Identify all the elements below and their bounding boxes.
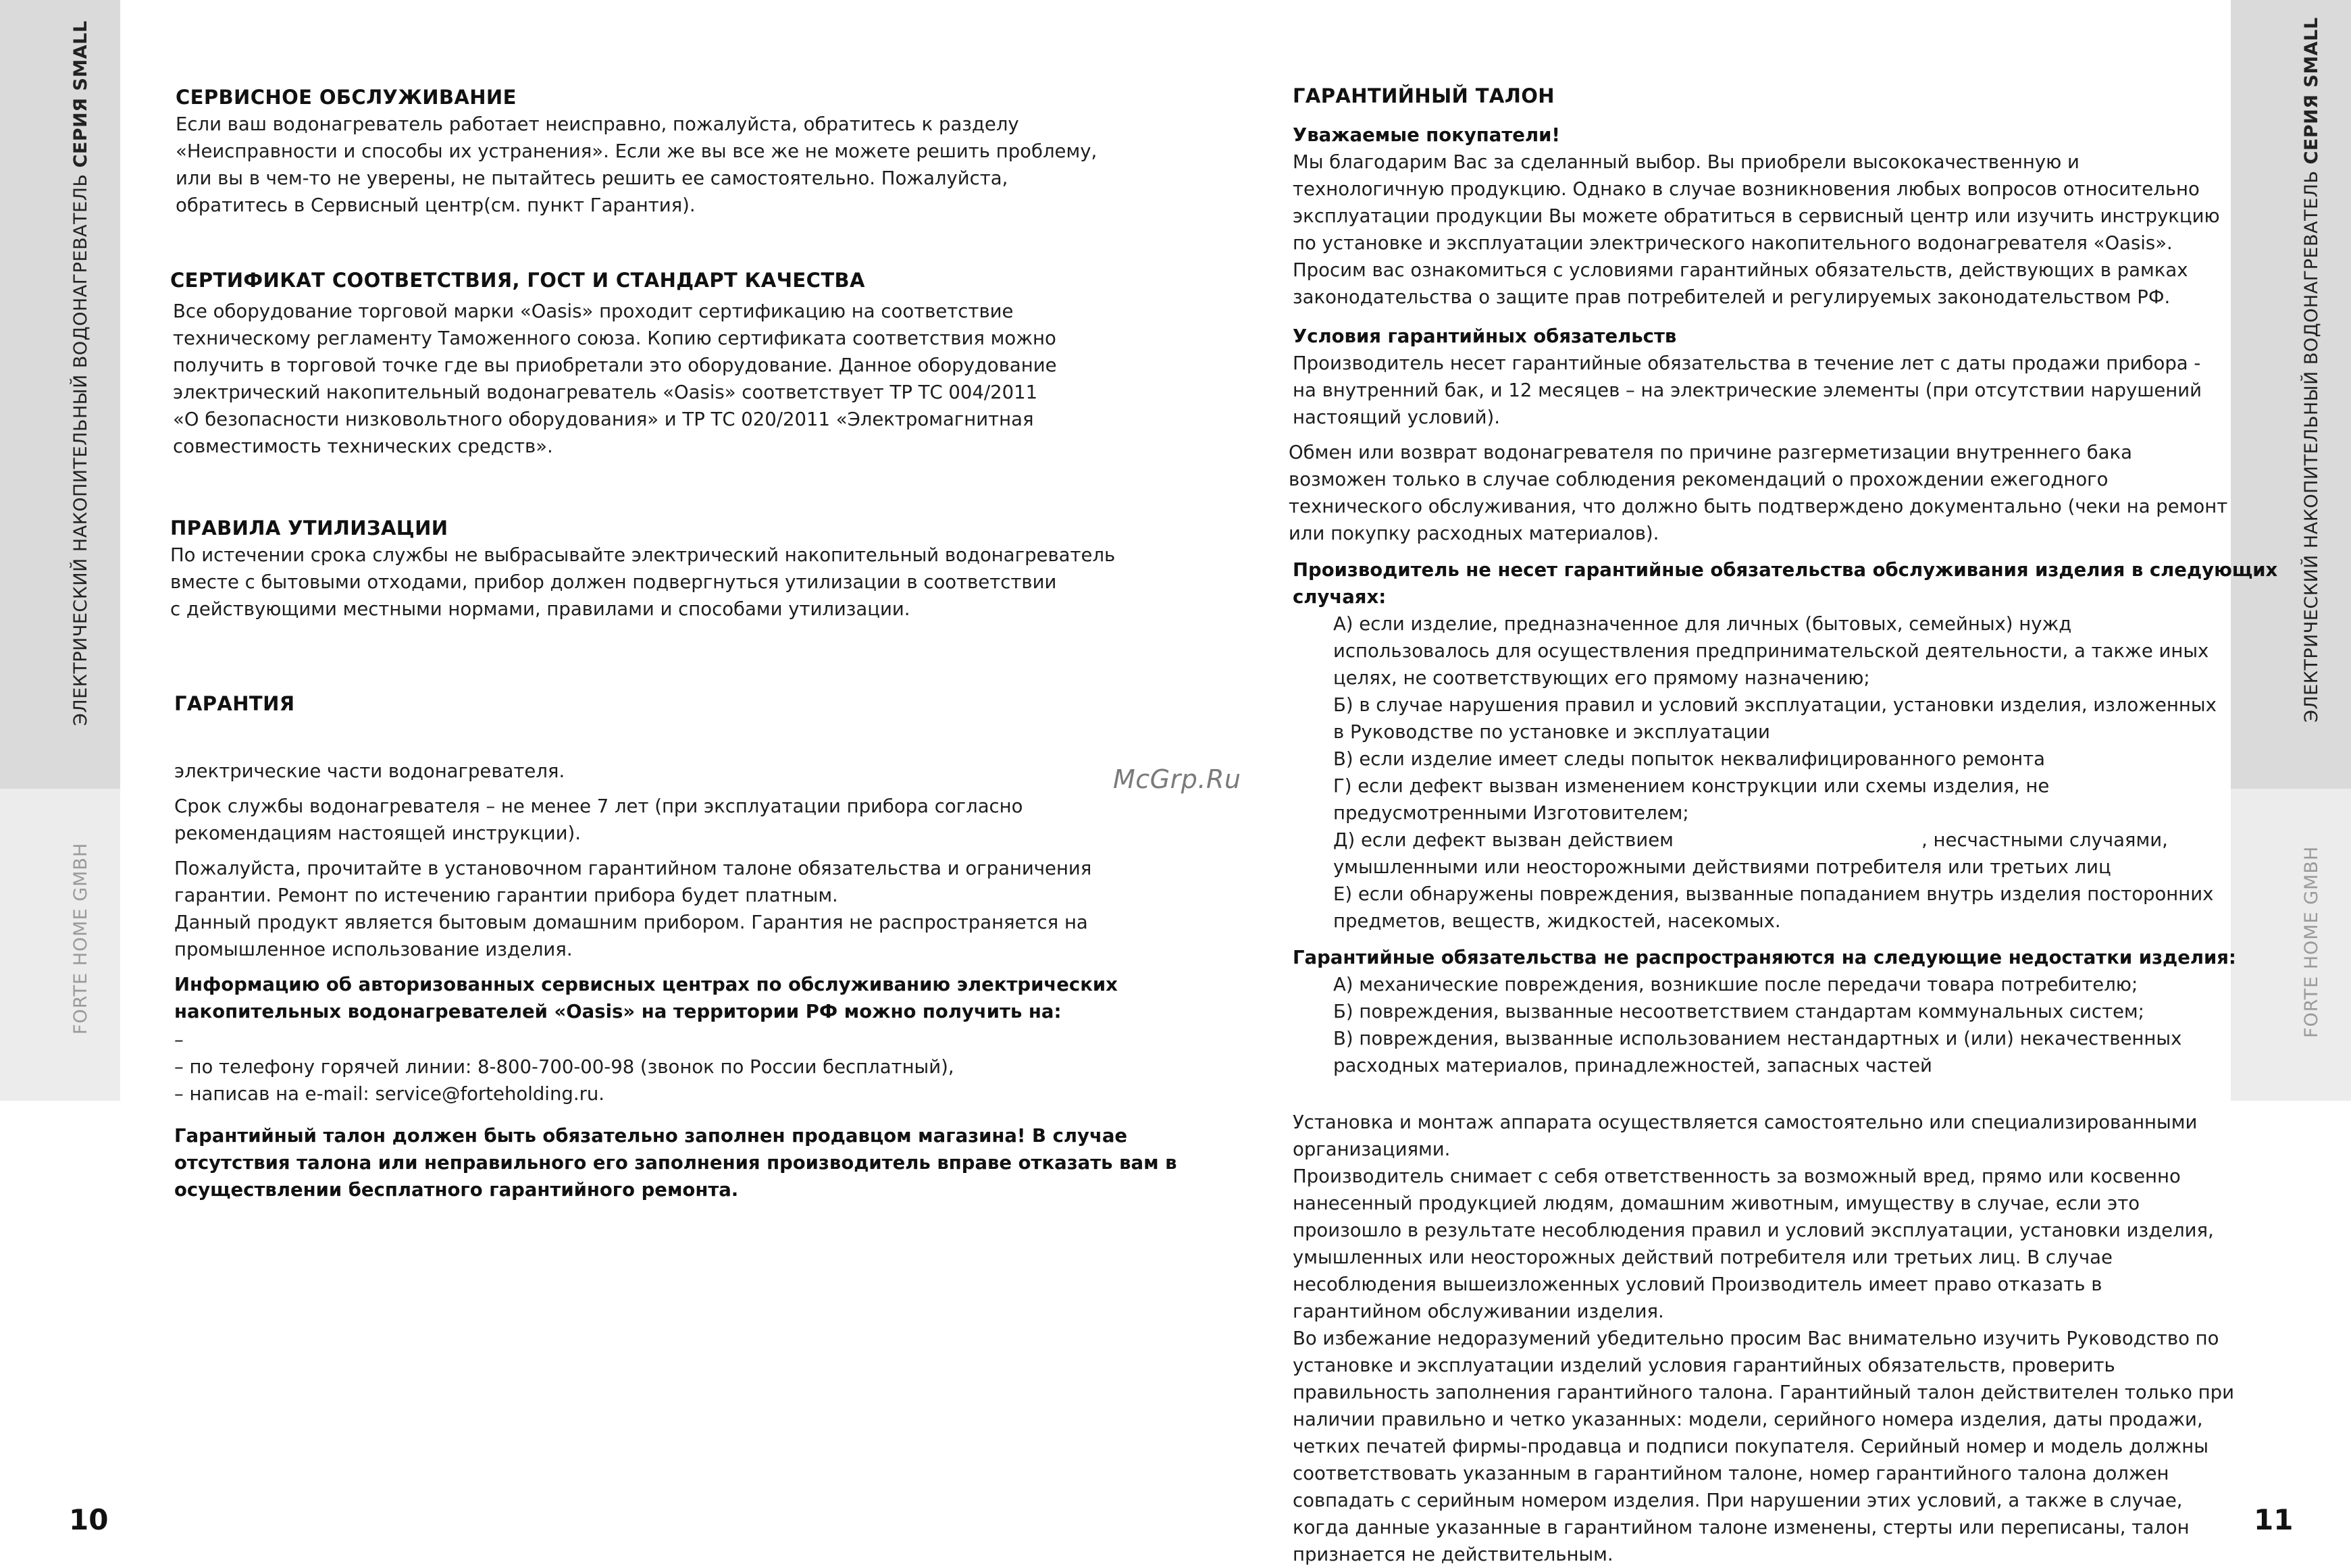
section-service	[176, 84, 1097, 219]
text-line: Если ваш водонагреватель работает неисправно, пожалуйста, обратитесь к разделу	[176, 113, 1019, 135]
subheading: Гарантийные обязательства не распространяются на следующие недостатки изделия:	[1293, 947, 2236, 968]
text-line: промышленное использование изделия.	[174, 939, 573, 960]
paragraph	[170, 542, 1115, 623]
text-line: Производитель несет гарантийные обязательства в течение лет с даты продажи прибора -	[1293, 352, 2201, 374]
text-line: получить в торговой точке где вы приобретали это оборудование. Данное оборудование	[173, 355, 1057, 376]
paragraph	[1293, 149, 2277, 311]
text-line: Информацию об авторизованных сервисных центрах по обслуживанию электрических	[174, 974, 1118, 995]
list-item: целях, не соответствующих его прямому назначению;	[1333, 667, 1870, 689]
text-line: Данный продукт является бытовым домашним прибором. Гарантия не распространяется на	[174, 912, 1088, 933]
paragraph	[174, 855, 1177, 963]
text-line: Срок службы водонагревателя – не менее 7 лет (при эксплуатации прибора согласно	[174, 795, 1023, 817]
email-text: – написав на e-mail: service@forteholding.ru.	[174, 1083, 605, 1105]
text-line: признается не действительным.	[1293, 1544, 1613, 1565]
text-line: соответствовать указанным в гарантийном талоне, номер гарантийного талона должен	[1293, 1463, 2169, 1484]
text-line: Гарантийный талон должен быть обязательно заполнен продавцом магазина! В случае	[174, 1125, 1128, 1147]
subheading: Условия гарантийных обязательств	[1293, 325, 1677, 347]
paragraph	[174, 793, 1177, 847]
sidebar-title	[2301, 17, 2322, 723]
text-line: несоблюдения вышеизложенных условий Производитель имеет право отказать в	[1293, 1274, 2102, 1295]
list-item: А) механические повреждения, возникшие после передачи товара потребителю;	[1333, 974, 2138, 995]
section-disposal	[170, 515, 1115, 623]
section-heading: СЕРВИСНОЕ ОБСЛУЖИВАНИЕ	[176, 86, 517, 109]
text-line: технологичную продукцию. Однако в случае возникновения любых вопросов относительно	[1293, 178, 2200, 200]
text-line: По истечении срока службы не выбрасывайте электрический накопительный водонагреватель	[170, 544, 1116, 566]
text-line: рекомендациям настоящей инструкции).	[174, 822, 581, 844]
section-heading: ГАРАНТИЯ	[174, 692, 295, 715]
text-line: накопительных водонагревателей «Oasis» на территории РФ можно получить на:	[174, 1001, 1062, 1022]
text-line: по установке и эксплуатации электрического накопительного водонагревателя «Oasis».	[1293, 232, 2173, 254]
text-line: Производитель не несет гарантийные обязательства обслуживания изделия в следующих	[1293, 559, 2278, 581]
list-item: Б) повреждения, вызванные несоответствием стандартам коммунальных систем;	[1333, 1001, 2144, 1022]
text-line: нанесенный продукцией людям, домашним животным, имуществу в случае, если это	[1293, 1193, 2140, 1214]
text-line: совпадать с серийным номером изделия. При нарушении этих условий, а также в случае,	[1293, 1490, 2183, 1511]
contact-list	[174, 1026, 1177, 1107]
text-line: осуществлении бесплатного гарантийного ремонта.	[174, 1179, 739, 1201]
text-line: случаях:	[1293, 586, 1387, 608]
warranty-card	[1289, 82, 2278, 1568]
text-line: на внутренний бак, и 12 месяцев – на электрические элементы (при отсутствии нарушений	[1293, 380, 2202, 401]
sidebar-company-band	[0, 789, 120, 1101]
text-line: «Неисправности и способы их устранения». Если же вы все же не можете решить проблему,	[176, 140, 1097, 162]
section-warranty	[174, 690, 1177, 1203]
text-line: вместе с бытовыми отходами, прибор должен подвергнуться утилизации в соответствии	[170, 571, 1057, 593]
text-line: техническому регламенту Таможенного союза. Копию сертификата соответствия можно	[173, 328, 1056, 349]
text-line: произошло в результате несоблюдения правил и условий эксплуатации, установки изделия,	[1293, 1220, 2214, 1241]
text-line: совместимость технических средств».	[173, 436, 553, 457]
text-line: четких печатей фирмы-продавца и подписи покупателя. Серийный номер и модель должны	[1293, 1436, 2208, 1457]
section-heading: ПРАВИЛА УТИЛИЗАЦИИ	[170, 517, 448, 540]
sidebar-title-prefix: ЭЛЕКТРИЧЕСКИЙ НАКОПИТЕЛЬНЫЙ ВОДОНАГРЕВАТЕЛЬ	[2301, 170, 2322, 723]
text-line: Все оборудование торговой марки «Oasis» проходит сертификацию на соответствие	[173, 300, 1014, 322]
text-line: Мы благодарим Вас за сделанный выбор. Вы приобрели высококачественную и	[1293, 151, 2079, 173]
defects-list	[1293, 971, 2277, 1079]
warranty-notice	[174, 1122, 1177, 1203]
paragraph	[1289, 439, 2277, 547]
list-item: Е) если обнаружены повреждения, вызванные попаданием внутрь изделия посторонних	[1333, 883, 2214, 905]
text-line: гарантии. Ремонт по истечению гарантии прибора будет платным.	[174, 885, 838, 906]
sidebar-title-band	[0, 0, 120, 789]
page-title: ГАРАНТИЙНЫЙ ТАЛОН	[1293, 84, 1555, 107]
text-line: эксплуатации продукции Вы можете обратиться в сервисный центр или изучить инструкцию	[1293, 205, 2220, 227]
paragraph	[170, 298, 1057, 460]
text-line: отсутствия талона или неправильного его заполнения производитель вправе отказать вам в	[174, 1152, 1177, 1174]
text-line: электрические части водонагревателя.	[174, 760, 565, 782]
sidebar-title	[70, 20, 91, 726]
text-line: Просим вас ознакомиться с условиями гарантийных обязательств, действующих в рамках	[1293, 259, 2188, 281]
list-item: Д) если дефект вызван действием , несчастными случаями,	[1333, 829, 2168, 851]
text-line: гарантийном обслуживании изделия.	[1293, 1301, 1664, 1322]
section-certificate	[170, 267, 1057, 460]
sidebar-company: FORTE HOME GMBH	[70, 842, 91, 1035]
text-line: Во избежание недоразумений убедительно просим Вас внимательно изучить Руководство по	[1293, 1328, 2219, 1349]
list-item: расходных материалов, принадлежностей, запасных частей	[1333, 1055, 1932, 1076]
list-item: в Руководстве по установке и эксплуатации	[1333, 721, 1770, 743]
list-item: предусмотренными Изготовителем;	[1333, 802, 1689, 824]
text-line: –	[174, 1029, 184, 1051]
text-line: или покупку расходных материалов).	[1289, 523, 1659, 544]
text-line: Установка и монтаж аппарата осуществляется самостоятельно или специализированными	[1293, 1112, 2198, 1133]
list-item: В) повреждения, вызванные использованием нестандартных и (или) некачественных	[1333, 1028, 2182, 1049]
paragraph	[176, 111, 1097, 219]
paragraph	[1293, 350, 2277, 431]
list-item: А) если изделие, предназначенное для личных (бытовых, семейных) нужд	[1333, 613, 2072, 635]
text-line: настоящий условий).	[1293, 407, 1500, 428]
text-line: законодательства о защите прав потребителей и регулируемых законодательством РФ.	[1293, 286, 2171, 308]
cases-list	[1293, 610, 2277, 935]
text-line: Производитель снимает с себя ответственность за возможный вред, прямо или косвенно	[1293, 1166, 2181, 1187]
text-line: «О безопасности низковольтного оборудования» и ТР ТС 020/2011 «Электромагнитная	[173, 409, 1034, 430]
list-item: предметов, веществ, жидкостей, насекомых.	[1333, 910, 1781, 932]
greeting: Уважаемые покупатели!	[1293, 124, 1560, 146]
sidebar-title-series: СЕРИЯ SMALL	[2301, 17, 2322, 165]
text-line: Пожалуйста, прочитайте в установочном гарантийном талоне обязательства и ограничения	[174, 858, 1092, 879]
text-line: умышленных или неосторожных действий потребителя или третьих лиц. В случае	[1293, 1247, 2113, 1268]
list-item: Б) в случае нарушения правил и условий эксплуатации, установки изделия, изложенных	[1333, 694, 2217, 716]
sidebar-company: FORTE HOME GMBH	[2301, 845, 2322, 1038]
section-heading: СЕРТИФИКАТ СООТВЕТСТВИЯ, ГОСТ И СТАНДАРТ КАЧЕСТВА	[170, 269, 865, 292]
service-info	[174, 971, 1177, 1025]
text-line: правильность заполнения гарантийного талона. Гарантийный талон действителен только при	[1293, 1382, 2234, 1403]
text-line: или вы в чем-то не уверены, не пытайтесь решить ее самостоятельно. Пожалуйста,	[176, 167, 1008, 189]
text-line: технического обслуживания, что должно быть подтверждено документально (чеки на ремонт	[1289, 496, 2228, 517]
text-line: с действующими местными нормами, правилами и способами утилизации.	[170, 598, 910, 620]
list-item: Г) если дефект вызван изменением конструкции или схемы изделия, не	[1333, 775, 2050, 797]
list-item: умышленными или неосторожными действиями потребителя или третьих лиц	[1333, 856, 2111, 878]
list-item: В) если изделие имеет следы попыток неквалифицированного ремонта	[1333, 748, 2046, 770]
paragraph	[1293, 1109, 2277, 1568]
subheading	[1293, 556, 2277, 610]
page-number-left: 10	[69, 1503, 109, 1536]
left-sidebar	[0, 0, 120, 1101]
text-line: наличии правильно и четко указанных: модели, серийного номера изделия, даты продажи,	[1293, 1409, 2203, 1430]
text-line: возможен только в случае соблюдения рекомендаций о прохождении ежегодного	[1289, 469, 2109, 490]
text-line: Обмен или возврат водонагревателя по причине разгерметизации внутреннего бака	[1289, 442, 2132, 463]
sidebar-title-prefix: ЭЛЕКТРИЧЕСКИЙ НАКОПИТЕЛЬНЫЙ ВОДОНАГРЕВАТЕЛЬ	[70, 174, 91, 726]
text-line: обратитесь в Сервисный центр(см. пункт Гарантия).	[176, 194, 696, 216]
text-line: электрический накопительный водонагреватель «Oasis» соответствует ТР ТС 004/2011	[173, 382, 1038, 403]
hotline-text: – по телефону горячей линии: 8-800-700-00-98 (звонок по России бесплатный),	[174, 1056, 954, 1078]
sidebar-title-series: СЕРИЯ SMALL	[70, 20, 91, 168]
text-line: установке и эксплуатации изделий условия гарантийных обязательств, проверить	[1293, 1355, 2115, 1376]
list-item: использовалось для осуществления предпринимательской деятельности, а также иных	[1333, 640, 2209, 662]
text-line: организациями.	[1293, 1139, 1451, 1160]
watermark: McGrp.Ru	[1113, 764, 1241, 794]
page-number-right: 11	[2254, 1503, 2294, 1536]
text-line: когда данные указанные в гарантийном талоне изменены, стерты или переписаны, талон	[1293, 1517, 2190, 1538]
